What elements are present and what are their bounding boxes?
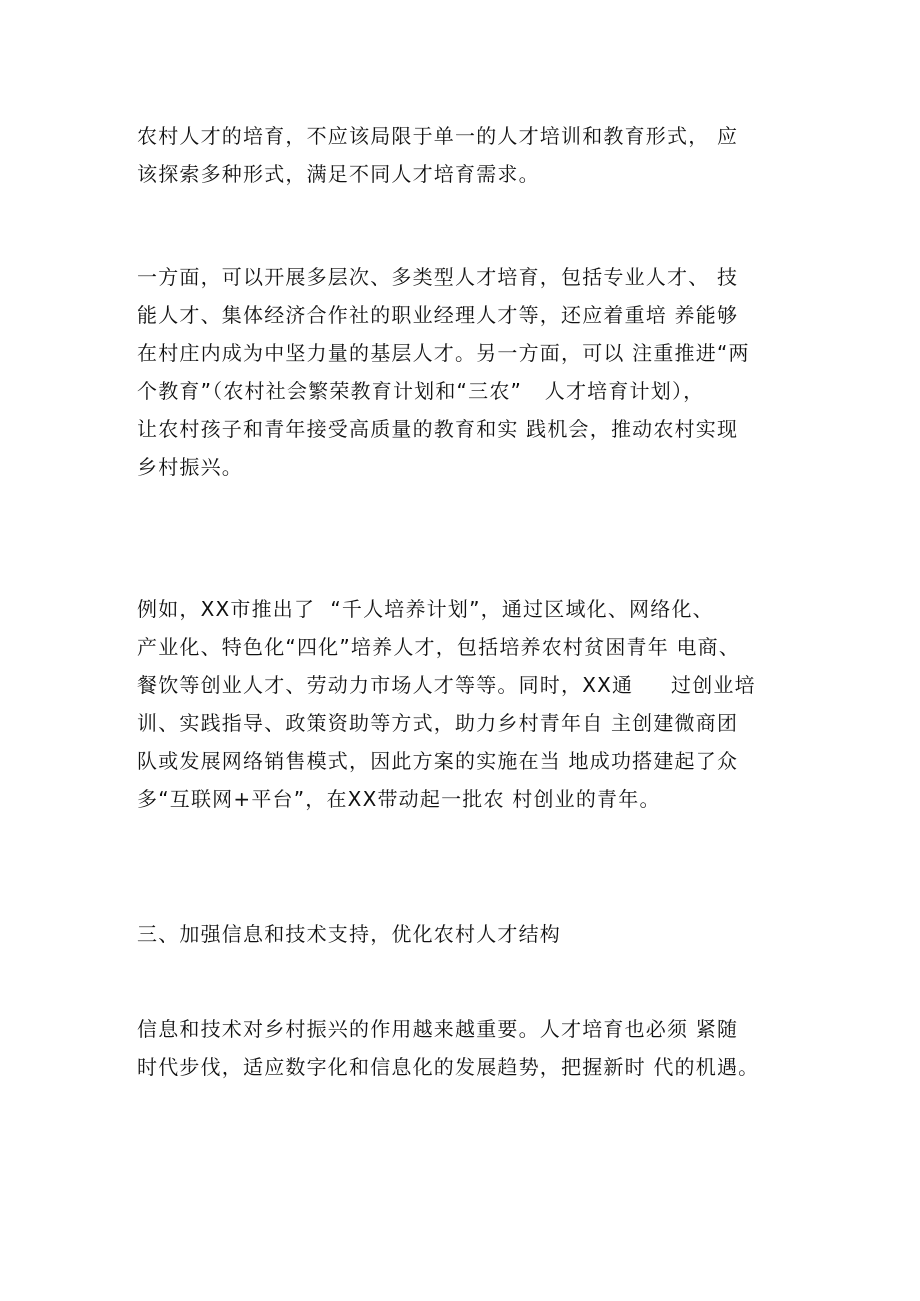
text-line: 产业化、特色化“四化”培养人才，包括培养农村贫困青年 电商、 — [137, 635, 741, 659]
text-line: 在村庄内成为中坚力量的基层人才。另一方面，可以 注重推进“两 — [137, 341, 750, 365]
text-line: 信息和技术对乡村振兴的作用越来越重要。人才培育也必须 紧随 — [137, 1017, 739, 1041]
paragraph-multi-level-training — [137, 258, 797, 486]
text-line: 乡村振兴。 — [137, 455, 243, 479]
text-line: 农村人才的培育，不应该局限于单一的人才培训和教育形式， 应 — [137, 124, 739, 148]
text-line: 训、实践指导、政策资助等方式，助力乡村青年自 主创建微商团 — [137, 711, 739, 735]
section-heading — [137, 915, 797, 953]
paragraph-talent-cultivation — [137, 117, 797, 193]
text-line: 让农村孩子和青年接受高质量的教育和实 践机会，推动农村实现 — [137, 417, 739, 441]
heading-line: 三、加强信息和技术支持，优化农村人才结构 — [137, 922, 561, 946]
paragraph-information-technology — [137, 1010, 797, 1086]
text-line: 时代步伐，适应数字化和信息化的发展趋势，把握新时 代的机遇。 — [137, 1055, 760, 1079]
text-line: 餐饮等创业人才、劳动力市场人才等等。同时，XX通 过创业培 — [137, 673, 756, 697]
text-line: 该探索多种形式，满足不同人才培育需求。 — [137, 162, 540, 186]
paragraph-example-plan — [137, 590, 797, 818]
text-line: 多“互联网+平台”，在XX带动起一批农 村创业的青年。 — [137, 787, 661, 811]
text-line: 能人才、集体经济合作社的职业经理人才等，还应着重培 养能够 — [137, 303, 739, 327]
text-line: 例如，XX市推出了 “千人培养计划”，通过区域化、网络化、 — [137, 597, 714, 621]
text-line: 队或发展网络销售模式，因此方案的实施在当 地成功搭建起了众 — [137, 749, 739, 773]
text-line: 一方面，可以开展多层次、多类型人才培育，包括专业人才、 技 — [137, 265, 739, 289]
text-line: 个教育”（农村社会繁荣教育计划和“三农” 人才培育计划）， — [137, 379, 705, 403]
